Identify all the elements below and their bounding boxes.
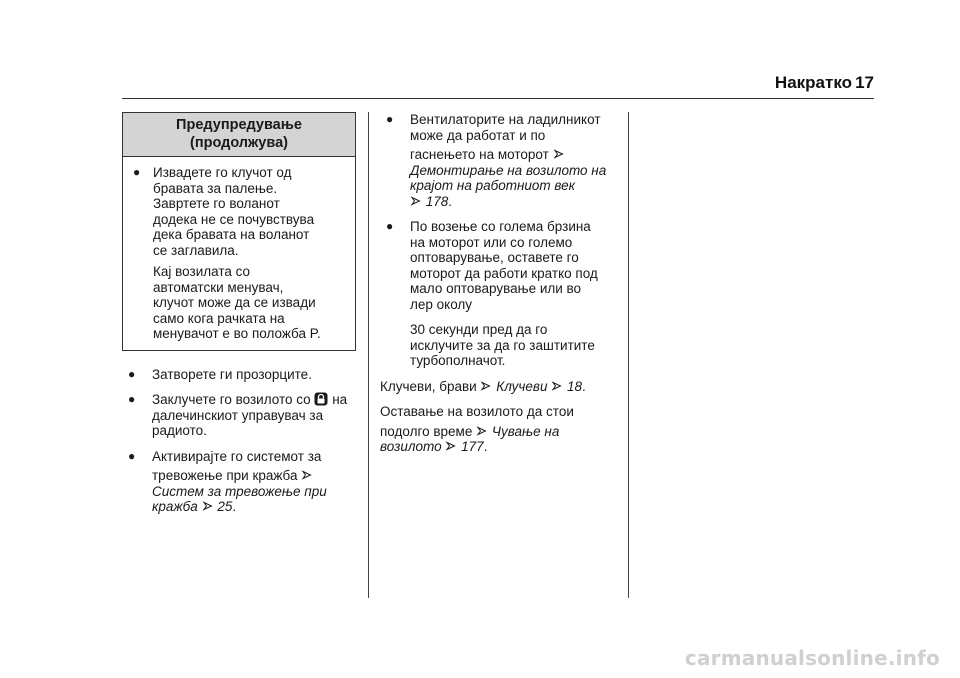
reference-arrow-icon bbox=[410, 195, 422, 207]
page-reference[interactable]: 25 bbox=[217, 499, 233, 514]
text-line: може да работат и по bbox=[410, 127, 546, 143]
text-fragment: тревожење при кражба bbox=[152, 468, 298, 483]
text-line: бравата за палење. bbox=[153, 180, 278, 196]
text-line: оптоварување, оставете го bbox=[410, 250, 579, 265]
text-fragment: . bbox=[448, 193, 453, 209]
text-line: менувачот е во положба P. bbox=[153, 326, 321, 341]
text-line: Вентилаторите на ладилникот bbox=[410, 112, 601, 127]
text-line: Затворете ги прозорците. bbox=[152, 366, 312, 382]
text-line: 30 секунди пред да го bbox=[410, 322, 548, 337]
text-line: По возење со голема брзина bbox=[410, 219, 591, 234]
list-item bbox=[123, 165, 347, 342]
column-divider bbox=[368, 112, 369, 598]
page-reference[interactable]: 177 bbox=[461, 439, 484, 454]
cross-reference-link[interactable]: возилото bbox=[380, 439, 442, 454]
text-line: на моторот или со големо bbox=[410, 234, 573, 250]
text-fragment: на bbox=[332, 392, 348, 407]
cross-reference-link[interactable]: Демонтирање на возилото на bbox=[410, 162, 607, 178]
text-line: само кога рачката на bbox=[153, 310, 285, 326]
text-line: додека не се почувствува bbox=[153, 211, 315, 227]
bullet: ● bbox=[128, 448, 136, 463]
text-fragment: Клучеви, брави bbox=[380, 378, 477, 394]
bullet: ● bbox=[386, 219, 394, 233]
text-fragment: подолго време bbox=[380, 423, 473, 439]
text-fragment: Заклучете го возилото со bbox=[152, 392, 311, 407]
bullet: ● bbox=[128, 366, 136, 381]
list-item bbox=[122, 392, 356, 439]
bullet: ● bbox=[128, 392, 136, 406]
text-line: се заглавила. bbox=[153, 242, 239, 258]
middle-column bbox=[380, 112, 618, 465]
text-line: турбополначот. bbox=[410, 353, 506, 368]
list-item bbox=[380, 112, 618, 209]
text-line: Завртете го воланот bbox=[153, 196, 280, 211]
reference-arrow-icon bbox=[301, 469, 313, 481]
text-line bbox=[152, 468, 356, 484]
page-header bbox=[0, 0, 960, 100]
warning-title-line: (продолжува) bbox=[190, 135, 288, 151]
paragraph bbox=[380, 404, 618, 455]
text-line: Кај возилата со bbox=[153, 264, 251, 279]
text-line: автоматски менувач, bbox=[153, 279, 284, 295]
reference-arrow-icon bbox=[480, 380, 492, 392]
cross-reference-link[interactable]: Систем за тревожење при bbox=[152, 483, 327, 499]
text-line bbox=[410, 147, 618, 163]
reference-arrow-icon bbox=[553, 148, 565, 160]
left-bullet-list bbox=[122, 367, 356, 515]
text-fragment: гаснењето на моторот bbox=[410, 147, 549, 162]
text-line: Извадете го клучот од bbox=[153, 165, 292, 180]
text-line: Оставање на возилото да стои bbox=[380, 404, 574, 419]
warning-box bbox=[122, 112, 356, 351]
left-column bbox=[122, 112, 356, 525]
cross-reference-link[interactable]: крајот на работниот век bbox=[410, 178, 576, 193]
text-line: клучот може да се извади bbox=[153, 295, 316, 310]
warning-title-line: Предупредување bbox=[176, 117, 302, 133]
reference-arrow-icon bbox=[476, 425, 488, 437]
text-line bbox=[410, 194, 618, 210]
text-line: далечинскиот управувач за bbox=[152, 407, 324, 423]
cross-reference-link[interactable]: Клучеви bbox=[496, 378, 548, 394]
text-fragment: . bbox=[582, 378, 586, 394]
text-line: моторот да работи кратко под bbox=[410, 265, 598, 281]
bullet: ● bbox=[133, 165, 141, 179]
reference-arrow-icon bbox=[445, 440, 457, 452]
page-number: 17 bbox=[855, 73, 874, 92]
reference-arrow-icon bbox=[551, 380, 563, 392]
cross-reference-link[interactable]: кражба bbox=[152, 499, 198, 514]
text-line: Активирајте го системот за bbox=[152, 448, 322, 464]
bullet: ● bbox=[386, 112, 394, 126]
watermark: carmanualsonline.info bbox=[684, 646, 940, 670]
sub-paragraph bbox=[153, 264, 347, 342]
text-line: исклучите за да го заштитите bbox=[410, 337, 595, 353]
text-line bbox=[380, 439, 618, 455]
sub-paragraph bbox=[410, 322, 618, 369]
paragraph bbox=[380, 379, 618, 395]
column-divider bbox=[628, 112, 629, 598]
text-fragment: . bbox=[483, 439, 488, 454]
reference-arrow-icon bbox=[202, 500, 214, 512]
warning-title bbox=[123, 113, 355, 157]
list-item bbox=[122, 367, 356, 383]
text-line: радиото. bbox=[152, 423, 207, 438]
text-line bbox=[152, 392, 356, 408]
list-item bbox=[122, 449, 356, 515]
text-line bbox=[380, 424, 618, 440]
page-reference[interactable]: 178 bbox=[425, 193, 449, 209]
list-item bbox=[380, 219, 618, 369]
warning-body bbox=[123, 157, 355, 350]
page-reference[interactable]: 18 bbox=[567, 378, 583, 394]
middle-bullet-list bbox=[380, 112, 618, 369]
text-fragment: . bbox=[232, 499, 237, 514]
text-line: мало оптоварување или во bbox=[410, 281, 582, 296]
lock-icon bbox=[314, 392, 328, 406]
section-title: Накратко bbox=[774, 73, 852, 92]
text-line: дека бравата на воланот bbox=[153, 227, 310, 242]
text-line: лер околу bbox=[410, 296, 473, 312]
text-line bbox=[152, 499, 356, 515]
cross-reference-link[interactable]: Чување на bbox=[491, 423, 560, 439]
header-rule bbox=[122, 98, 874, 99]
